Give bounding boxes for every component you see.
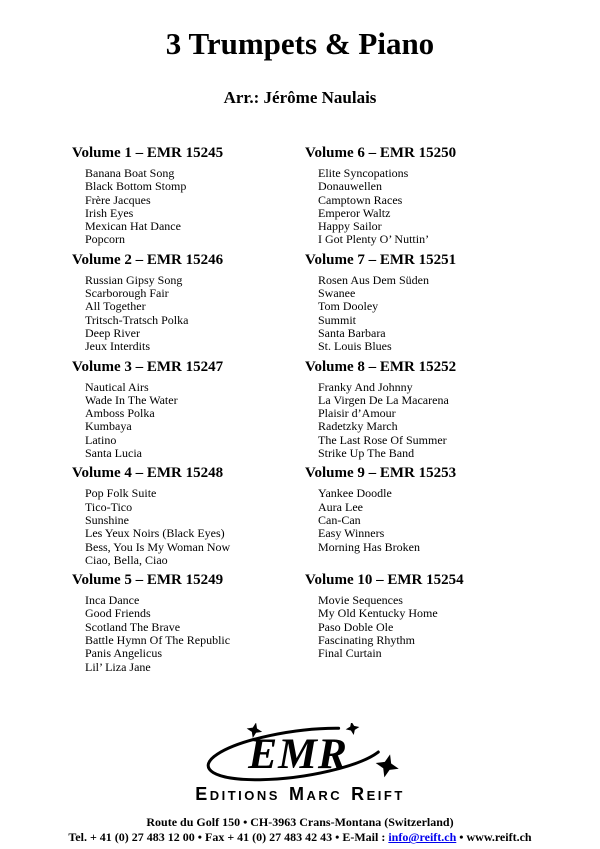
- volume-heading: Volume 10 – EMR 15254: [305, 572, 464, 589]
- volume-heading: Volume 4 – EMR 15248: [72, 465, 224, 482]
- song-item: Tico-Tico: [85, 499, 133, 514]
- song-item: Scarborough Fair: [85, 286, 169, 301]
- song-item: Movie Sequences: [318, 593, 403, 608]
- volume-block: [305, 359, 580, 461]
- volume-heading: Volume 1 – EMR 15245: [72, 145, 224, 161]
- song-list: [305, 274, 580, 354]
- song-list: [305, 487, 580, 553]
- publisher-rest: DITIONS: [209, 787, 280, 803]
- song-item: Santa Lucia: [85, 446, 142, 461]
- song-item: Final Curtain: [318, 646, 382, 661]
- volume-heading: Volume 3 – EMR 15247: [72, 358, 224, 375]
- song-item: Russian Gipsy Song: [85, 272, 183, 287]
- contact-prefix: Tel. + 41 (0) 27 483 12 00 • Fax + 41 (0) 27 483 42 43 • E-Mail :: [68, 830, 389, 845]
- footer: [0, 815, 600, 846]
- song-item: Summit: [318, 312, 357, 327]
- contact-line: [0, 830, 600, 846]
- song-item: Strike Up The Band: [318, 446, 415, 461]
- volumes-grid: [72, 145, 580, 679]
- song-item: Popcorn: [85, 232, 125, 247]
- volume-block: [72, 572, 305, 674]
- song-item: Kumbaya: [85, 419, 132, 434]
- song-item: Black Bottom Stomp: [85, 179, 187, 194]
- song-item: I Got Plenty O’ Nuttin’: [318, 232, 430, 247]
- song-item: Tom Dooley: [318, 299, 379, 314]
- song-item: Les Yeux Noirs (Black Eyes): [85, 526, 225, 541]
- emr-acronym: EMR: [248, 729, 348, 778]
- volume-heading: Volume 7 – EMR 15251: [305, 251, 457, 268]
- volume-heading: Volume 6 – EMR 15250: [305, 145, 457, 161]
- song-list: [72, 487, 305, 567]
- publisher-word: [288, 783, 343, 804]
- song-item: Battle Hymn Of The Republic: [85, 633, 231, 648]
- song-item: Irish Eyes: [85, 205, 134, 220]
- volume-heading: Volume 5 – EMR 15249: [72, 572, 224, 589]
- song-item: Plaisir d’Amour: [318, 406, 396, 421]
- song-item: Rosen Aus Dem Süden: [318, 272, 429, 287]
- volume-block: [305, 252, 580, 354]
- song-item: Pop Folk Suite: [85, 486, 157, 501]
- song-list: [72, 594, 305, 674]
- publisher-rest: EIFT: [366, 787, 405, 803]
- star-icon: [373, 751, 402, 780]
- song-list: [72, 274, 305, 354]
- song-item: La Virgen De La Macarena: [318, 392, 449, 407]
- song-item: Aura Lee: [318, 499, 363, 514]
- publisher-logo: [0, 723, 600, 805]
- song-item: Easy Winners: [318, 526, 385, 541]
- publisher-initial: M: [288, 783, 307, 804]
- song-item: Jeux Interdits: [85, 339, 150, 354]
- song-item: Fascinating Rhythm: [318, 633, 415, 648]
- song-list: [305, 594, 580, 660]
- song-item: The Last Rose Of Summer: [318, 432, 447, 447]
- song-item: Elite Syncopations: [318, 166, 409, 180]
- publisher-word: [195, 783, 280, 804]
- song-item: Lil’ Liza Jane: [85, 659, 151, 674]
- song-item: Wade In The Water: [85, 392, 178, 407]
- volume-block: [72, 252, 305, 354]
- song-list: [72, 381, 305, 461]
- song-item: Donauwellen: [318, 179, 382, 194]
- song-item: Sunshine: [85, 512, 130, 527]
- publisher-rest: ARC: [306, 787, 343, 803]
- song-item: Radetzky March: [318, 419, 398, 434]
- volume-heading: Volume 8 – EMR 15252: [305, 358, 457, 375]
- song-item: Amboss Polka: [85, 406, 155, 421]
- volume-heading: Volume 2 – EMR 15246: [72, 251, 224, 268]
- song-item: Ciao, Bella, Ciao: [85, 552, 168, 567]
- volume-block: [305, 465, 580, 567]
- publisher-word: [351, 783, 405, 804]
- volume-block: [72, 359, 305, 461]
- song-item: Yankee Doodle: [318, 486, 392, 501]
- song-item: Latino: [85, 432, 117, 447]
- publisher-name: [195, 784, 405, 805]
- song-item: Scotland The Brave: [85, 619, 181, 634]
- volume-block: [72, 465, 305, 567]
- song-item: Morning Has Broken: [318, 539, 420, 554]
- volume-heading: Volume 9 – EMR 15253: [305, 465, 457, 482]
- emr-logo-emblem: [191, 723, 409, 783]
- contact-suffix: • www.reift.ch: [456, 830, 532, 845]
- song-item: Frère Jacques: [85, 192, 151, 207]
- song-item: All Together: [85, 299, 146, 314]
- volume-block: [72, 145, 305, 247]
- page-title: 3 Trumpets & Piano: [165, 26, 435, 61]
- song-item: Swanee: [318, 286, 356, 301]
- song-item: Emperor Waltz: [318, 205, 391, 220]
- publisher-initial: E: [195, 783, 210, 804]
- song-item: Paso Doble Ole: [318, 619, 394, 634]
- song-item: My Old Kentucky Home: [318, 606, 438, 621]
- song-item: Bess, You Is My Woman Now: [85, 539, 231, 554]
- volume-block: [305, 145, 580, 247]
- email-link[interactable]: info@reift.ch: [388, 830, 457, 845]
- address-line: Route du Golf 150 • CH-3963 Crans-Montana (Switzerland): [146, 814, 454, 829]
- song-item: Camptown Races: [318, 192, 403, 207]
- song-item: Panis Angelicus: [85, 646, 162, 661]
- volume-block: [305, 572, 580, 674]
- song-item: Banana Boat Song: [85, 166, 175, 180]
- arranger-line: Arr.: Jérôme Naulais: [223, 88, 377, 107]
- song-item: Inca Dance: [85, 593, 140, 608]
- song-item: Nautical Airs: [85, 379, 149, 394]
- song-item: Deep River: [85, 325, 140, 340]
- song-item: Mexican Hat Dance: [85, 219, 181, 234]
- song-item: St. Louis Blues: [318, 339, 392, 354]
- song-item: Good Friends: [85, 606, 151, 621]
- song-list: [72, 167, 305, 247]
- song-item: Santa Barbara: [318, 325, 386, 340]
- song-list: [305, 167, 580, 247]
- song-item: Franky And Johnny: [318, 379, 413, 394]
- song-item: Tritsch-Tratsch Polka: [85, 312, 189, 327]
- song-list: [305, 381, 580, 461]
- publisher-initial: R: [351, 783, 367, 804]
- song-item: Happy Sailor: [318, 219, 382, 234]
- song-item: Can-Can: [318, 512, 361, 527]
